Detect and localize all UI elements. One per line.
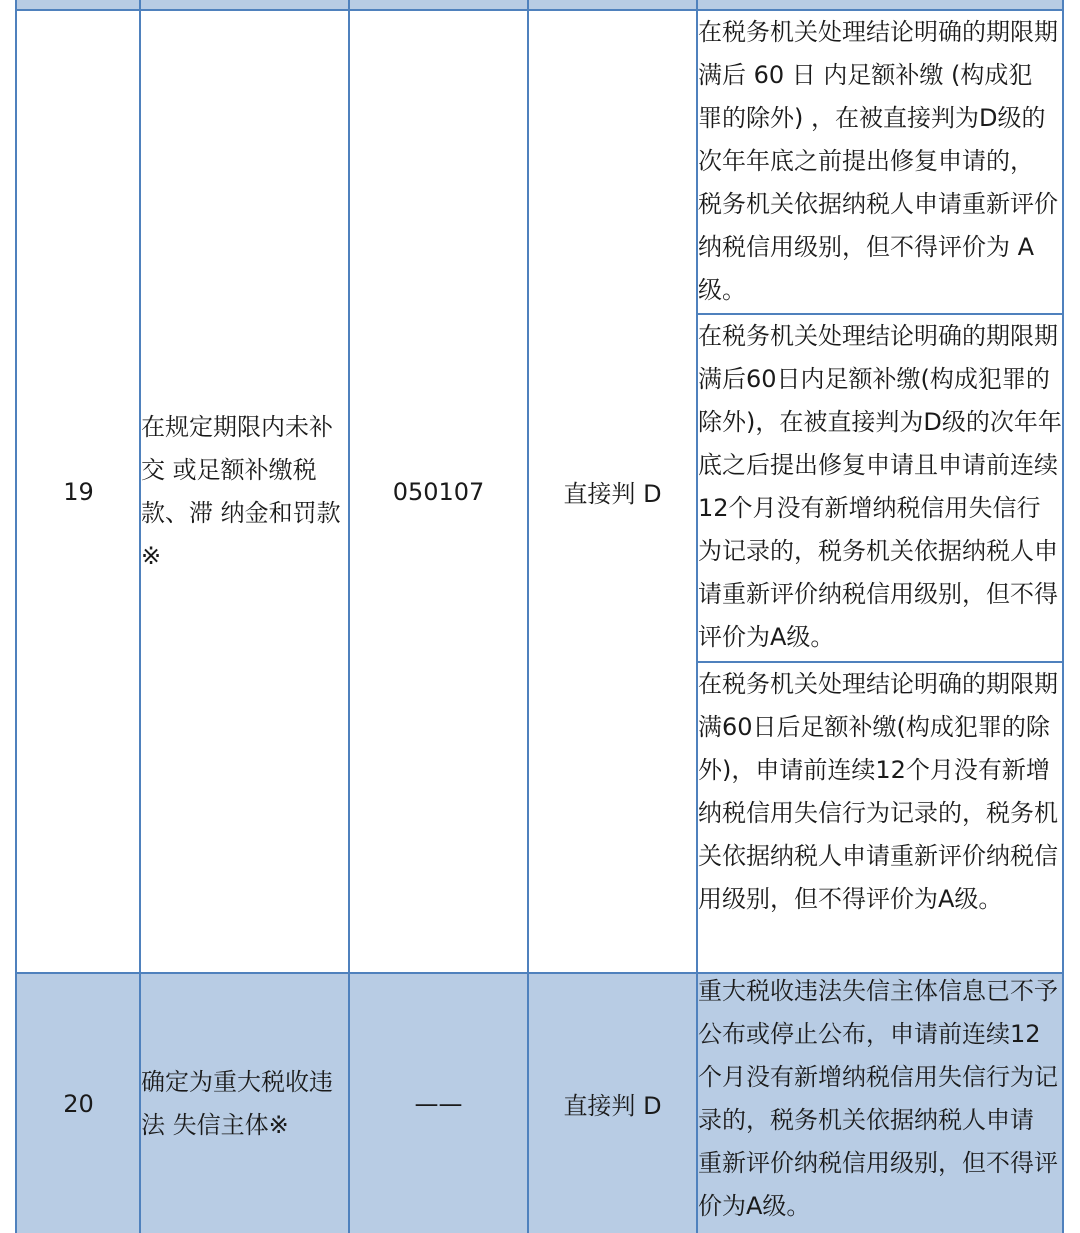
table-row-19 — [17, 11, 1063, 972]
column-divider — [527, 0, 529, 1233]
judgement-type: 直接判 D — [563, 1092, 662, 1120]
violation-item — [140, 11, 349, 972]
violation-item-text: 在规定期限内未补交 或足额补缴税款、滞 纳金和罚款※ — [141, 412, 341, 570]
repair-conditions — [697, 974, 1063, 1233]
column-divider — [139, 0, 141, 1233]
table-row-20 — [17, 974, 1063, 1233]
repair-conditions — [697, 11, 1063, 972]
column-divider — [696, 0, 698, 1233]
violation-item — [140, 974, 349, 1233]
column-divider — [348, 0, 350, 1233]
judgement-type: 直接判 D — [563, 480, 662, 508]
repair-condition: 重大税收违法失信主体信息已不予公布或停止公布，申请前连续12个月没有新增纳税信用失信行为记录的，税务机关依据纳税人申请 重新评价纳税信用级别，但不得评价为A级。 — [698, 977, 1058, 1220]
repair-condition: 在税务机关处理结论明确的期限期满后60日内足额补缴(构成犯罪的除外)，在被直接判为D级的次年年底之后提出修复申请且申请前连续12个月没有新增纳税信用失信行为记录的，税务机关依据纳税人申请重新评价纳税信用级别，但不得评价为A级。 — [698, 322, 1062, 651]
indicator-code: 050107 — [392, 477, 485, 506]
repair-condition: 在税务机关处理结论明确的期限期满60日后足额补缴(构成犯罪的除外)，申请前连续12个月没有新增纳税信用失信行为记录的，税务机关依据纳税人申请重新评价纳税信用级别，但不得评价为A级。 — [698, 670, 1058, 913]
column-divider — [15, 0, 17, 1233]
row-number: 19 — [63, 477, 94, 506]
violation-item-text: 确定为重大税收违法 失信主体※ — [141, 1067, 333, 1139]
column-divider — [1062, 0, 1064, 1233]
previous-row-tail — [17, 0, 1063, 11]
repair-condition: 在税务机关处理结论明确的期限期满后 60 日 内足额补缴 (构成犯 罪的除外) ，在被直接判为D级的次年年底之前提出修复申请的， 税务机关依据纳税人申请重新评价纳税信用级别，但不得评价为 A 级。 — [698, 18, 1058, 304]
row-number: 20 — [63, 1089, 94, 1118]
indicator-code: —— — [414, 1089, 463, 1118]
